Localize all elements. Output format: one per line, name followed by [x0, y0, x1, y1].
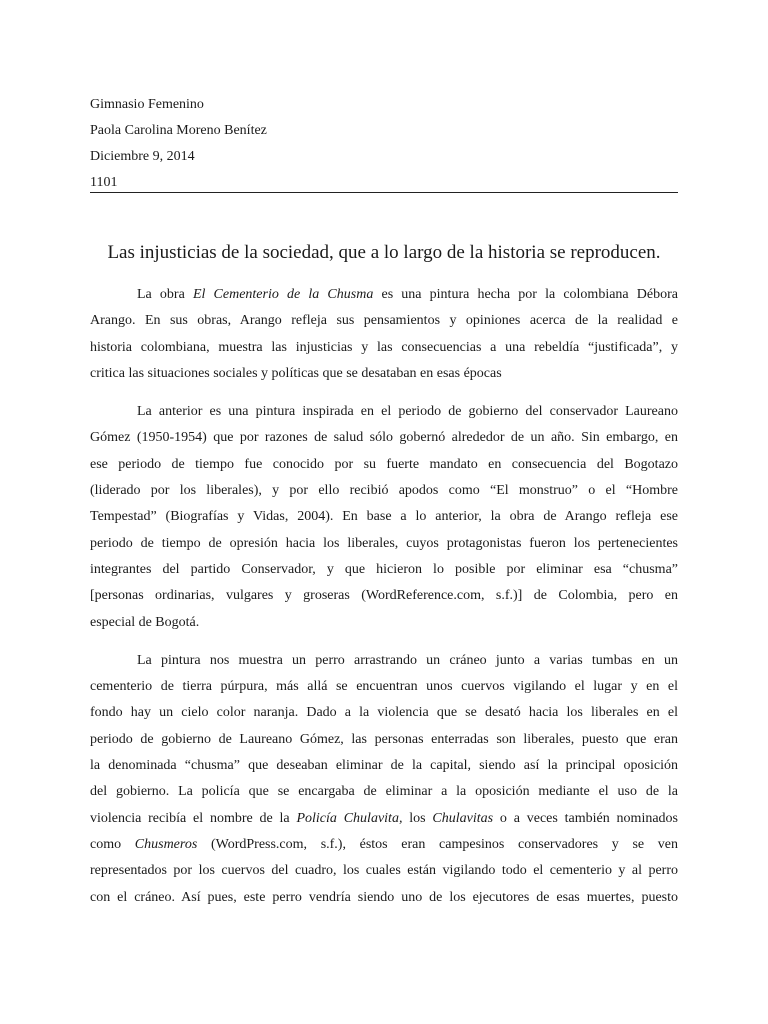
- paragraph-line: ese periodo de tiempo fue conocido por su fuerte mandato en consecuencia del Bogotazo: [90, 456, 678, 472]
- body-paragraph: [90, 648, 678, 911]
- paragraph-line: con el cráneo. Así pues, este perro vendría siendo uno de los ejecutores de esas muertes, puesto: [90, 889, 678, 905]
- paragraph-line: La anterior es una pintura inspirada en el periodo de gobierno del conservador Laureano: [137, 404, 678, 420]
- body-paragraph: [90, 399, 678, 636]
- course-code: 1101: [90, 175, 118, 190]
- italic-title: Chulavitas: [432, 810, 494, 826]
- author-name: Paola Carolina Moreno Benítez: [90, 123, 267, 138]
- school-name: Gimnasio Femenino: [90, 97, 204, 112]
- paragraph-line: violencia recibía el nombre de la Policía Chulavita, los Chulavitas o a veces también nominados: [90, 810, 679, 826]
- paragraph-line: Gómez (1950-1954) que por razones de salud sólo gobernó alrededor de un año. Sin embargo, en: [90, 430, 678, 446]
- paragraph-line: cementerio de tierra púrpura, más allá se encuentran unos cuervos vigilando el lugar y en el: [90, 679, 678, 695]
- paragraph-line: (liderado por los liberales), y por ello recibió apodos como “El monstruo” o el “Hombre: [90, 483, 678, 499]
- paragraph-line: integrantes del partido Conservador, y que hicieron lo posible por eliminar esa “chusma”: [90, 561, 678, 577]
- paragraph-line: historia colombiana, muestra las injusticias y las consecuencias a una rebeldía “justificada”, y: [90, 339, 678, 355]
- document-title: Las injusticias de la sociedad, que a lo largo de la historia se reproducen.: [107, 242, 661, 263]
- italic-title: Policía Chulavita,: [296, 810, 403, 826]
- paragraph-line: La obra El Cementerio de la Chusma es una pintura hecha por la colombiana Débora: [137, 287, 678, 302]
- paragraph-line: especial de Bogotá.: [90, 614, 200, 630]
- header-divider: [90, 192, 678, 193]
- document-body: [90, 282, 678, 923]
- paragraph-line: Tempestad” (Biografías y Vidas, 2004). En base a lo anterior, la obra de Arango refleja ese: [90, 509, 678, 525]
- paragraph-line: [personas ordinarias, vulgares y groseras (WordReference.com, s.f.)] de Colombia, pero en: [90, 588, 678, 604]
- paragraph-line: del gobierno. La policía que se encargaba de eliminar a la oposición mediante el uso de la: [90, 784, 678, 800]
- paragraph-line: critica las situaciones sociales y políticas que se desataban en esas épocas: [90, 365, 502, 381]
- paragraph-line: periodo de gobierno de Laureano Gómez, las personas enterradas son liberales, puesto que eran: [90, 731, 678, 747]
- paragraph-line: representados por los cuervos del cuadro, los cuales están vigilando todo el cementerio y al perro: [90, 863, 678, 879]
- paragraph-line: como Chusmeros (WordPress.com, s.f.), éstos eran campesinos conservadores y se ven: [90, 836, 678, 852]
- paragraph-line: Arango. En sus obras, Arango refleja sus pensamientos y opiniones acerca de la realidad e: [90, 313, 678, 329]
- document-header: [90, 92, 678, 196]
- italic-title: El Cementerio de la Chusma: [192, 287, 374, 302]
- italic-title: Chusmeros: [134, 836, 198, 852]
- paragraph-line: fondo hay un cielo color naranja. Dado a la violencia que se desató hacia los liberales en el: [90, 705, 678, 721]
- paragraph-line: La pintura nos muestra un perro arrastrando un cráneo junto a varias tumbas en un: [137, 652, 678, 668]
- paragraph-line: la denominada “chusma” que deseaban eliminar de la capital, siendo así la principal oposición: [90, 758, 678, 774]
- document-date: Diciembre 9, 2014: [90, 149, 195, 164]
- body-paragraph: [90, 282, 678, 387]
- paragraph-line: periodo de tiempo de opresión hacia los liberales, cuyos protagonistas fueron los pertenecientes: [90, 535, 678, 551]
